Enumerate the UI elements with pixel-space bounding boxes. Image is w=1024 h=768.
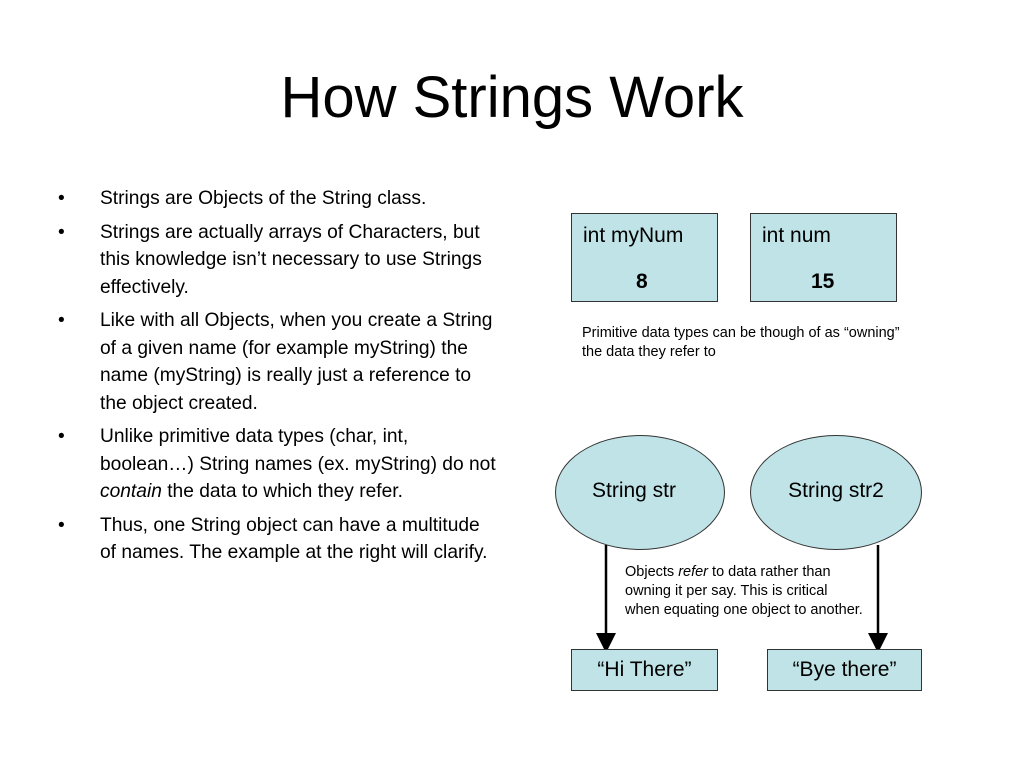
primitive-label: int myNum [583, 224, 684, 247]
slide-title: How Strings Work [280, 65, 744, 130]
primitive-caption: Primitive data types can be though of as “owning” the data they refer to [582, 325, 900, 360]
reference-caption [625, 563, 865, 620]
bullet-marker: • [58, 514, 65, 536]
bullet-text-after: the data to which they refer. [161, 481, 403, 502]
bullet-text [100, 426, 496, 502]
reference-ellipse-str [555, 435, 725, 550]
reference-label: String str [591, 479, 677, 502]
primitive-box-num [750, 213, 897, 302]
bullet-text: Like with all Objects, when you create a String of a given name (for example myString) the name (myString) is really just a reference to the object created. [100, 310, 493, 414]
primitive-label: int num [762, 224, 831, 247]
bullet-item [55, 219, 500, 302]
primitive-value: 15 [811, 270, 835, 293]
primitive-box-mynum [571, 213, 718, 302]
bullet-item [55, 423, 500, 506]
bullet-item [55, 307, 500, 417]
bullet-marker: • [58, 426, 65, 447]
bullet-text: Strings are Objects of the String class. [100, 188, 427, 209]
string-object-bye-there: “Bye there” [767, 649, 922, 691]
bullet-text-before: Unlike primitive data types (char, int, boolean…) String names (ex. myString) do not [100, 426, 496, 475]
bullet-item [55, 185, 500, 213]
reference-caption-before: Objects [625, 564, 679, 580]
bullet-text: Thus, one String object can have a multitude of names. The example at the right will clarify. [100, 514, 488, 563]
string-object-hi-there: “Hi There” [571, 649, 718, 691]
bullet-list [55, 185, 500, 573]
bullet-text: Strings are actually arrays of Characters, but this knowledge isn’t necessary to use Strings effectively. [100, 221, 482, 298]
bullet-marker: • [58, 188, 65, 209]
reference-caption-after: to data rather than owning it per say. This is critical when equating one object to another. [625, 564, 863, 618]
reference-label: String str2 [788, 479, 884, 502]
reference-ellipse-str2 [750, 435, 922, 550]
bullet-emphasis: contain [100, 481, 162, 502]
reference-caption-emphasis: refer [678, 564, 709, 580]
bullet-marker: • [58, 310, 65, 331]
bullet-marker: • [58, 221, 65, 243]
primitive-value: 8 [636, 270, 648, 293]
bullet-item [55, 512, 500, 567]
